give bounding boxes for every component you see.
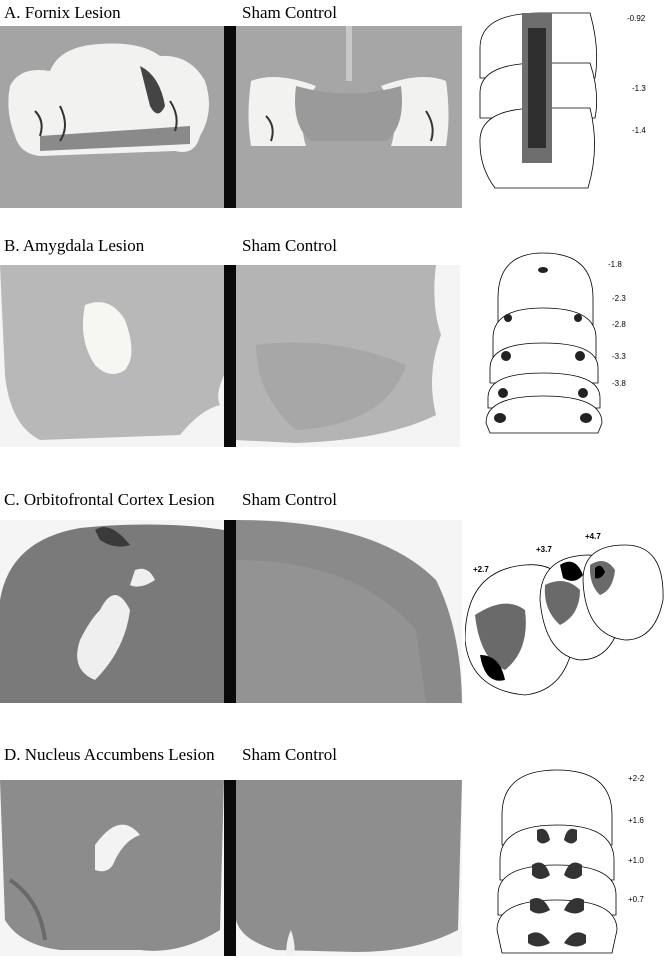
orbitofrontal-coord-3: +4.7 xyxy=(585,532,601,541)
row-c-divider xyxy=(224,520,236,703)
row-c-sham-label: Sham Control xyxy=(242,490,337,509)
accumbens-coord-3: +1.0 xyxy=(628,856,644,865)
amygdala-coord-5: -3.8 xyxy=(612,379,626,388)
orbitofrontal-sham-photo xyxy=(236,520,462,703)
fornix-lesion-photo xyxy=(0,26,224,208)
accumbens-coord-1: +2-2 xyxy=(628,774,645,783)
fornix-atlas-diagram xyxy=(470,8,660,198)
amygdala-sham-photo xyxy=(236,265,460,447)
orbitofrontal-coord-2: +3.7 xyxy=(536,545,552,554)
accumbens-atlas-diagram xyxy=(492,765,622,957)
orbitofrontal-coord-1: +2.7 xyxy=(473,565,489,574)
row-a-divider xyxy=(224,26,236,208)
row-c-label: C. Orbitofrontal Cortex Lesion xyxy=(4,490,215,509)
row-a-sham-label: Sham Control xyxy=(242,3,337,22)
amygdala-lesion-photo xyxy=(0,265,224,447)
amygdala-coord-4: -3.3 xyxy=(612,352,626,361)
orbitofrontal-lesion-photo xyxy=(0,520,224,703)
accumbens-coord-2: +1.6 xyxy=(628,816,644,825)
fornix-coord-1: -0.92 xyxy=(627,14,646,23)
fornix-coord-2: -1.3 xyxy=(632,84,646,93)
orbitofrontal-atlas-diagram xyxy=(465,540,665,700)
amygdala-coord-3: -2.8 xyxy=(612,320,626,329)
amygdala-coord-2: -2.3 xyxy=(612,294,626,303)
amygdala-coord-1: -1.8 xyxy=(608,260,622,269)
fornix-sham-photo xyxy=(236,26,462,208)
fornix-coord-3: -1.4 xyxy=(632,126,646,135)
row-b-sham-label: Sham Control xyxy=(242,236,337,255)
accumbens-sham-photo xyxy=(236,780,462,956)
row-a-label: A. Fornix Lesion xyxy=(4,3,121,22)
row-d-divider xyxy=(224,780,236,956)
row-b-label: B. Amygdala Lesion xyxy=(4,236,145,255)
accumbens-coord-4: +0.7 xyxy=(628,895,644,904)
row-d-sham-label: Sham Control xyxy=(242,745,337,764)
accumbens-lesion-photo xyxy=(0,780,224,956)
row-b-divider xyxy=(224,265,236,447)
amygdala-atlas-diagram xyxy=(478,248,628,438)
row-d-label: D. Nucleus Accumbens Lesion xyxy=(4,745,215,764)
